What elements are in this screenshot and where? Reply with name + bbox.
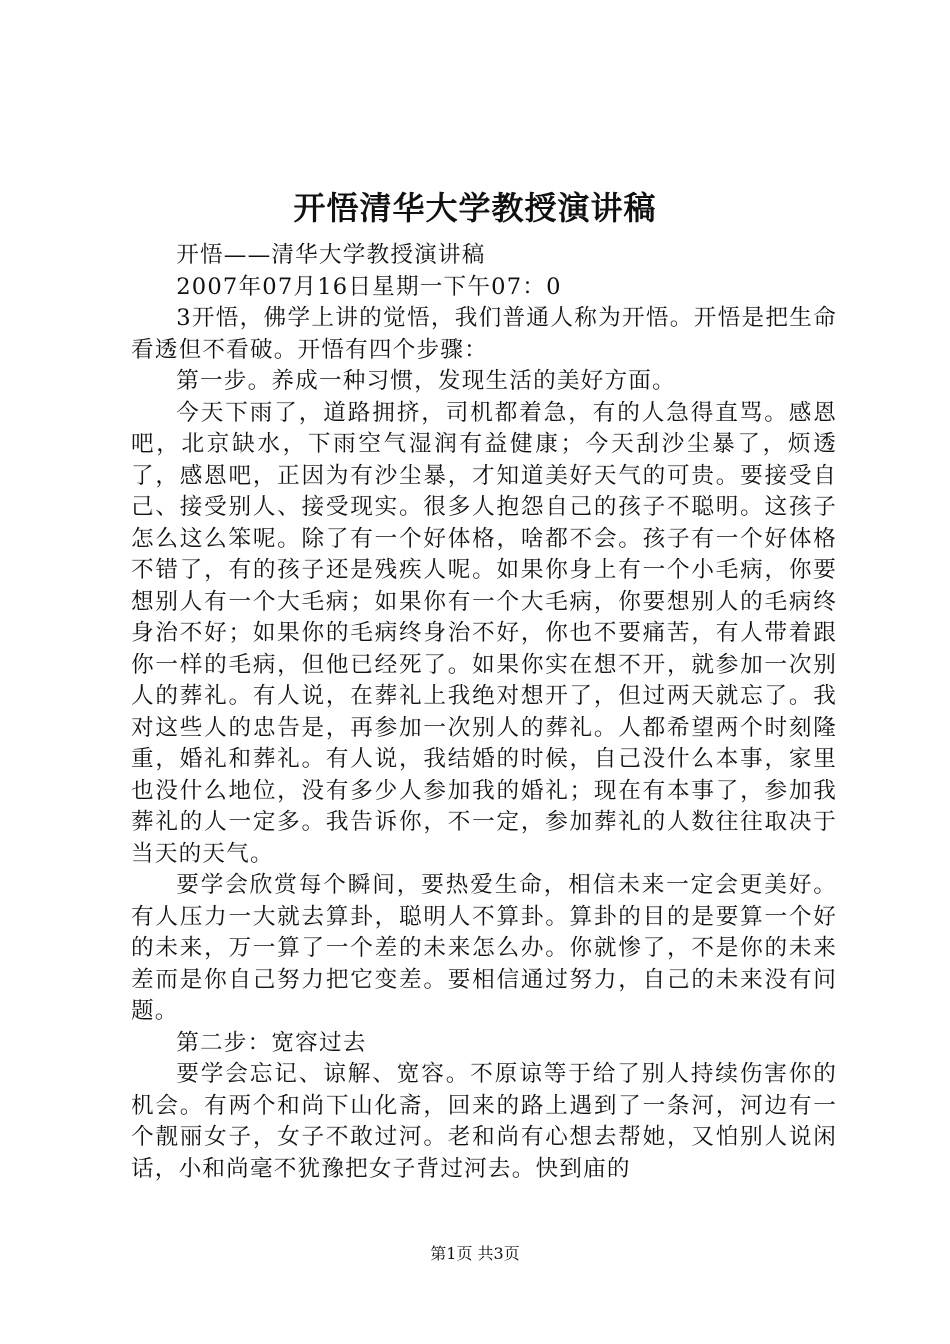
document-body — [131, 240, 837, 1185]
paragraph-appreciate: 要学会欣赏每个瞬间，要热爱生命，相信未来一定会更美好。有人压力一大就去算卦，聪明人不算卦。算卦的目的是要算一个好的未来，万一算了一个差的未来怎么办。你就惨了，不是你的未来差而是你自己努力把它变差。要相信通过努力，自己的未来没有问题。 — [131, 872, 837, 1024]
paragraph-date: 2007年07月16日星期一下午07：0 — [176, 273, 562, 300]
paragraph-step-one-heading: 第一步。养成一种习惯，发现生活的美好方面。 — [176, 368, 676, 394]
paragraph-step-two-heading: 第二步：宽容过去 — [176, 1029, 367, 1056]
page-footer: 第1页 共3页 — [430, 1244, 520, 1263]
paragraph-step-two-body: 要学会忘记、谅解、宽容。不原谅等于给了别人持续伤害你的机会。有两个和尚下山化斋，回来的路上遇到了一条河，河边有一个靓丽女子，女子不敢过河。老和尚有心想去帮她，又怕别人说闲话，小和尚毫不犹豫把女子背过河去。快到庙的 — [131, 1061, 837, 1182]
paragraph-intro: 3开悟，佛学上讲的觉悟，我们普通人称为开悟。开悟是把生命看透但不看破。开悟有四个步骤： — [131, 305, 837, 363]
document-title: 开悟清华大学教授演讲稿 — [293, 189, 657, 227]
paragraph-subtitle: 开悟——清华大学教授演讲稿 — [176, 242, 486, 268]
paragraph-step-one-body: 今天下雨了，道路拥挤，司机都着急，有的人急得直骂。感恩吧，北京缺水，下雨空气湿润有益健康；今天刮沙尘暴了，烦透了，感恩吧，正因为有沙尘暴，才知道美好天气的可贵。要接受自己、接受别人、接受现实。很多人抱怨自己的孩子不聪明。这孩子怎么这么笨呢。除了有一个好体格，啥都不会。孩子有一个好体格不错了，有的孩子还是残疾人呢。如果你身上有一个小毛病，你要想别人有一个大毛病；如果你有一个大毛病，你要想别人的毛病终身治不好；如果你的毛病终身治不好，你也不要痛苦，有人带着跟你一样的毛病，但他已经死了。如果你实在想不开，就参加一次别人的葬礼。有人说，在葬礼上我绝对想开了，但过两天就忘了。我对这些人的忠告是，再参加一次别人的葬礼。人都希望两个时刻隆重，婚礼和葬礼。有人说，我结婚的时候，自己没什么本事，家里也没什么地位，没有多少人参加我的婚礼；现在有本事了，参加我葬礼的人一定多。我告诉你，不一定，参加葬礼的人数往往取决于当天的天气。 — [131, 399, 837, 867]
